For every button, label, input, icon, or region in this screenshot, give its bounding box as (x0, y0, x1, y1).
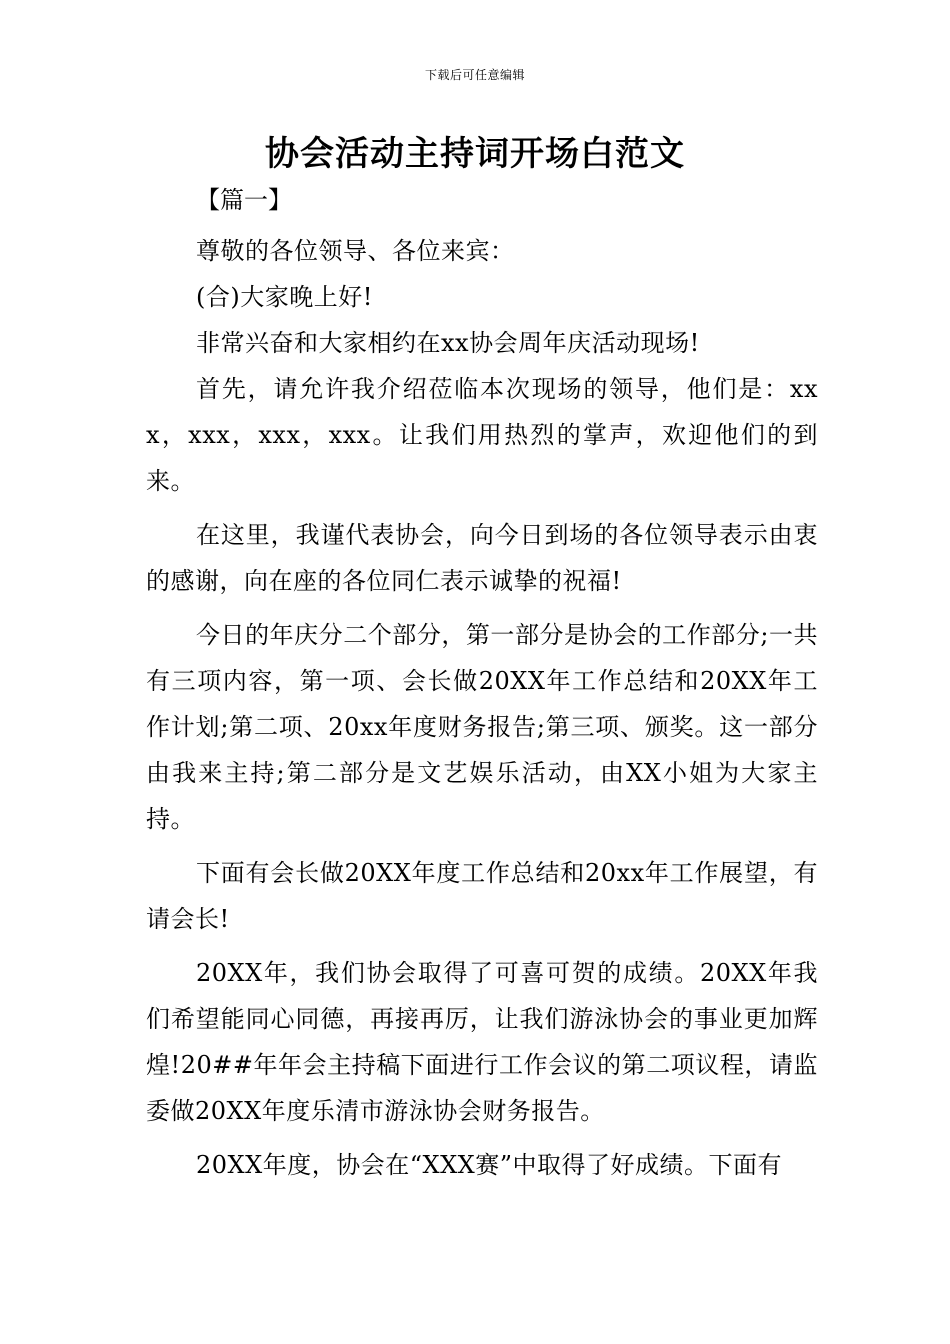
document-body (146, 228, 818, 1188)
paragraph-good-evening: (合)大家晚上好! (196, 283, 373, 311)
paragraph-achievements: 20XX年，我们协会取得了可喜可贺的成绩。20XX年我们希望能同心同德，再接再厉，让我们游泳协会的事业更加辉煌!20##年年会主持稿下面进行工作会议的第二项议程，请监委做20XX年度乐清市游泳协会财务报告。 (146, 959, 818, 1125)
document-title: 协会活动主持词开场白范文 (265, 134, 685, 174)
paragraph-thanks: 在这里，我谨代表协会，向今日到场的各位领导表示由衷的感谢，向在座的各位同仁表示诚挚的祝福! (146, 521, 818, 595)
paragraph-welcome: 非常兴奋和大家相约在xx协会周年庆活动现场! (196, 329, 700, 357)
paragraph-competition: 20XX年度，协会在“XXX赛”中取得了好成绩。下面有 (196, 1151, 783, 1179)
page-header-note: 下载后可任意编辑 (424, 68, 525, 82)
paragraph-agenda: 今日的年庆分二个部分，第一部分是协会的工作部分;一共有三项内容，第一项、会长做20XX年工作总结和20XX年工作计划;第二项、20xx年度财务报告;第三项、颁奖。这一部分由我来主持;第二部分是文艺娱乐活动，由XX小姐为大家主持。 (146, 621, 818, 833)
section-label: 【篇一】 (196, 186, 292, 214)
paragraph-introduce-leaders: 首先，请允许我介绍莅临本次现场的领导，他们是：xxx，xxx，xxx，xxx。让我们用热烈的掌声，欢迎他们的到来。 (146, 375, 818, 495)
paragraph-president-report: 下面有会长做20XX年度工作总结和20xx年工作展望，有请会长! (146, 859, 818, 933)
paragraph-greeting: 尊敬的各位领导、各位来宾： (196, 237, 515, 265)
